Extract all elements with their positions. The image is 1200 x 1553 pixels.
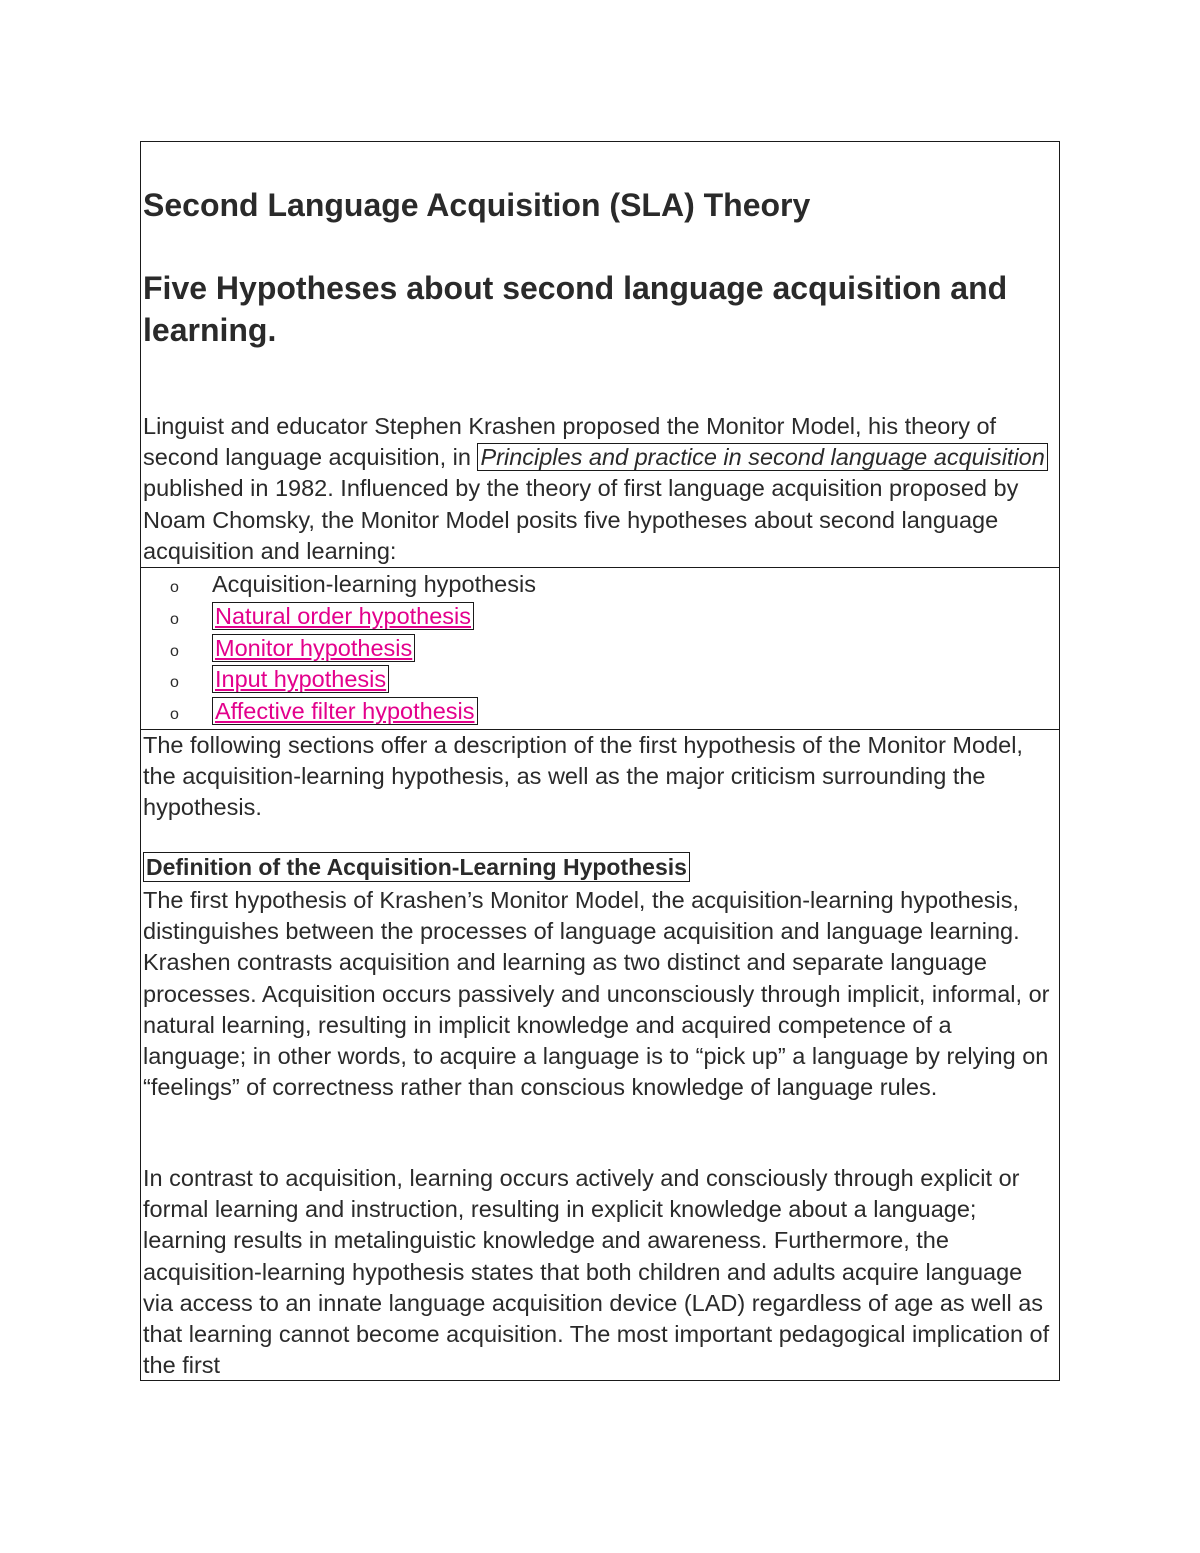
book-citation: Principles and practice in second language acquisition	[477, 443, 1047, 471]
hypothesis-link[interactable]: Affective filter hypothesis	[212, 697, 478, 725]
hypothesis-item[interactable]	[170, 664, 536, 696]
hypothesis-label: Acquisition-learning hypothesis	[212, 571, 536, 597]
hypothesis-item	[170, 569, 536, 601]
hypothesis-item[interactable]	[170, 601, 536, 633]
hypotheses-list	[170, 569, 536, 728]
document-subtitle: Five Hypotheses about second language acquisition and learning.	[143, 270, 1008, 348]
definition-paragraph-2: In contrast to acquisition, learning occurs actively and consciously through explicit or formal learning and instruction, resulting in explicit knowledge about a language; learning results in metalinguistic knowledge and awareness. Furthermore, the acquisition-learning hypothesis states that both children and adults acquire language via access to an innate language acquisition device (LAD) regardless of age as well as that learning cannot become acquisition. The most important pedagogical implication of the first	[143, 1165, 1050, 1379]
document-title: Second Language Acquisition (SLA) Theory	[143, 187, 811, 223]
intro-text-after: published in 1982. Influenced by the theory of first language acquisition proposed by Noam Chomsky, the Monitor Model posits five hypotheses about second language acquisition and learning:	[143, 475, 1019, 564]
bullet-icon: o	[170, 674, 179, 692]
bullet-icon: o	[170, 706, 179, 724]
intro-paragraph	[143, 411, 1058, 567]
sections-intro-paragraph: The following sections offer a description of the first hypothesis of the Monitor Model, the acquisition-learning hypothesis, as well as the major criticism surrounding the hypothesis.	[143, 732, 1023, 821]
hypothesis-item[interactable]	[170, 696, 536, 728]
hypothesis-link[interactable]: Monitor hypothesis	[212, 634, 415, 662]
hypothesis-item[interactable]	[170, 633, 536, 665]
intro-text-before: Linguist and educator Stephen Krashen proposed the Monitor Model, his theory of second language acquisition, in	[143, 413, 997, 471]
definition-paragraph-1: The first hypothesis of Krashen’s Monitor Model, the acquisition-learning hypothesis, distinguishes between the processes of language acquisition and language learning. Krashen contrasts acquisition and learning as two distinct and separate language processes. Acquisition occurs passively and unconsciously through implicit, informal, or natural learning, resulting in implicit knowledge and acquired competence of a language; in other words, to acquire a language is to “pick up” a language by relying on “feelings” of correctness rather than conscious knowledge of language rules.	[143, 887, 1050, 1101]
bullet-icon: o	[170, 610, 179, 628]
bullet-icon: o	[170, 642, 179, 660]
definition-heading: Definition of the Acquisition-Learning Hypothesis	[143, 852, 690, 882]
hypothesis-link[interactable]: Input hypothesis	[212, 665, 389, 693]
bullet-icon: o	[170, 579, 179, 596]
hypothesis-link[interactable]: Natural order hypothesis	[212, 602, 474, 630]
